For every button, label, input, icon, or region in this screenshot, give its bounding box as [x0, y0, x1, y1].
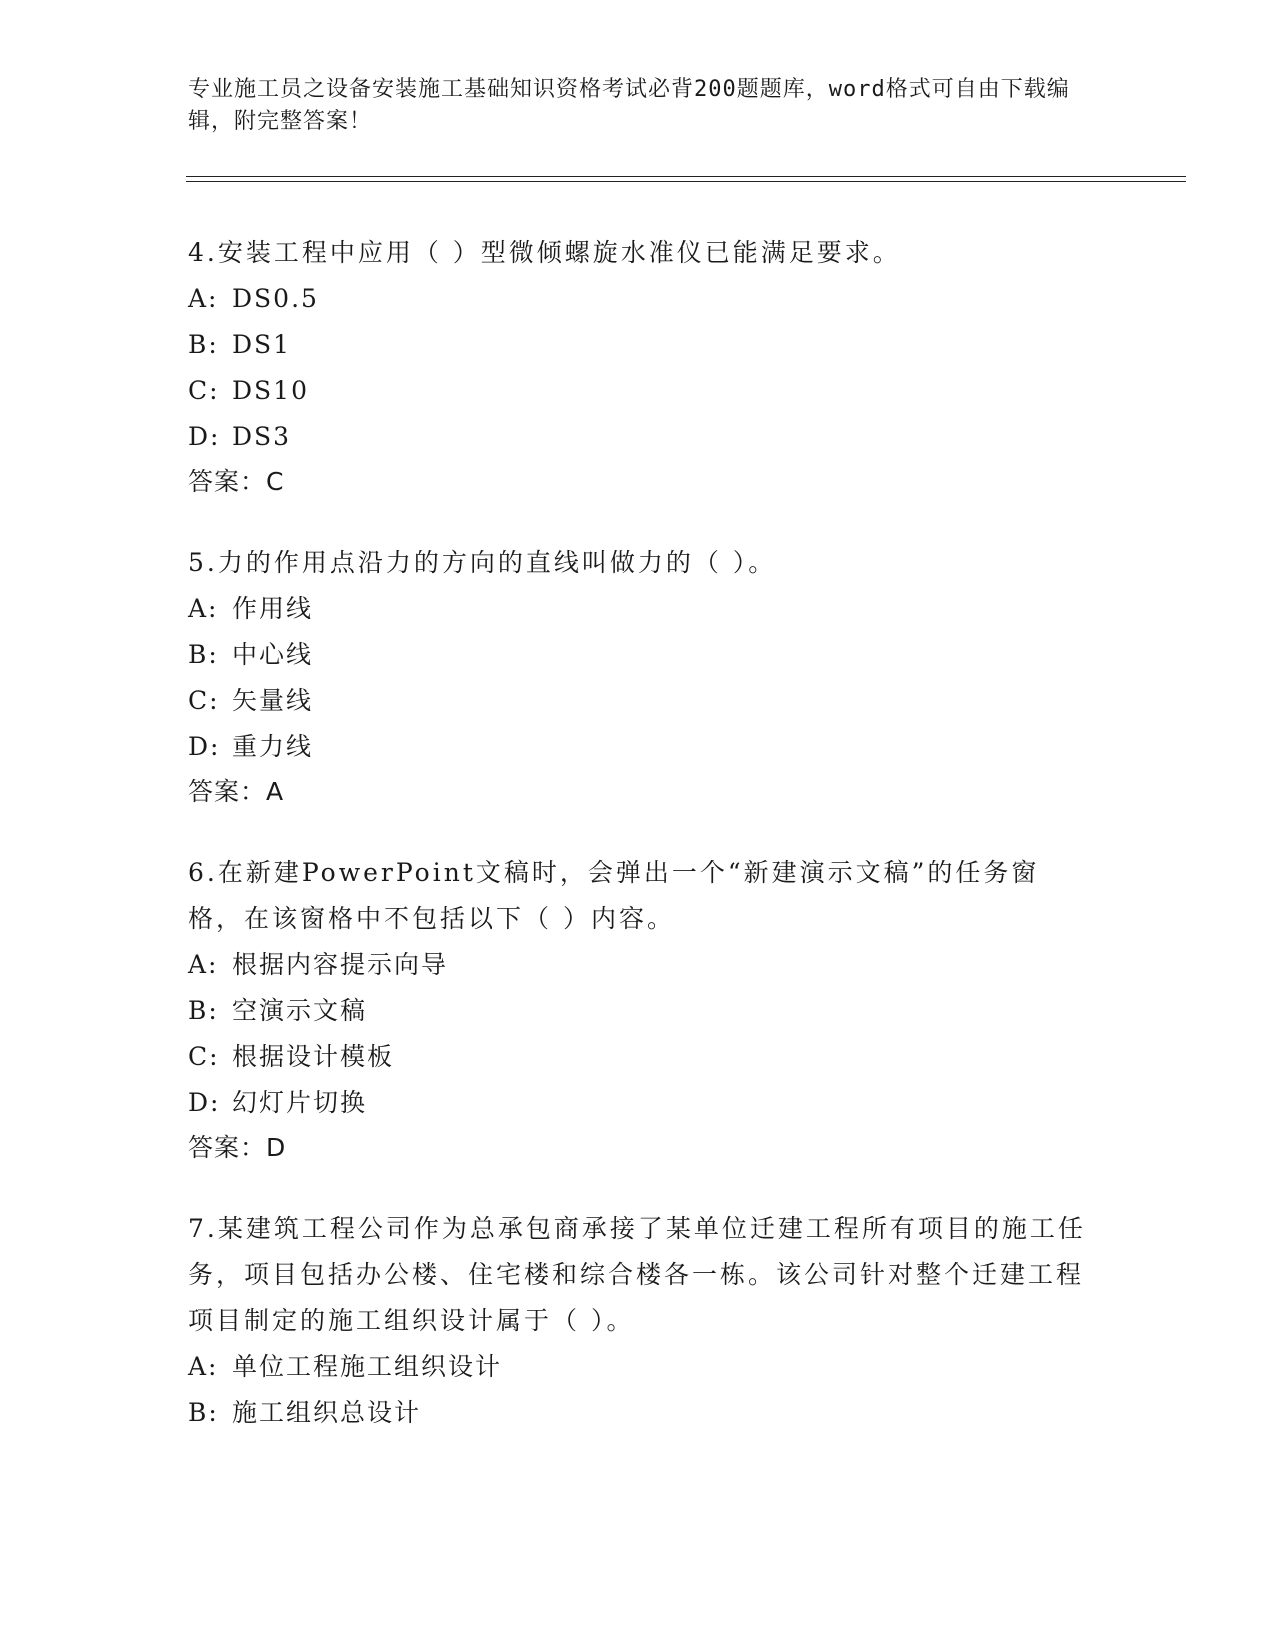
question-list — [188, 230, 1088, 1472]
question-number: 5. — [188, 548, 218, 577]
question-6 — [188, 850, 1088, 1170]
document-header — [188, 74, 1088, 138]
option-letter: B: — [188, 640, 219, 669]
question-number: 6. — [188, 858, 218, 887]
question-number: 4. — [188, 238, 218, 267]
option-text: 作用线 — [232, 594, 314, 623]
option-letter: A: — [188, 284, 219, 313]
question-body: 安装工程中应用（ ）型微倾螺旋水准仪已能满足要求。 — [217, 238, 901, 267]
header-divider-bottom — [186, 181, 1186, 182]
question-body: 在新建PowerPoint文稿时，会弹出一个“新建演示文稿”的任务窗格，在该窗格中不包括以下（ ）内容。 — [188, 858, 1040, 933]
question-7 — [188, 1206, 1088, 1436]
option-text: DS3 — [232, 422, 292, 451]
option-letter: B: — [188, 996, 219, 1025]
answer: 答案：D — [188, 1133, 287, 1162]
option-text: 根据设计模板 — [232, 1042, 395, 1071]
option-a — [188, 276, 1088, 322]
question-4 — [188, 230, 1088, 504]
option-text: DS10 — [232, 376, 309, 405]
header-divider-top — [186, 176, 1186, 177]
option-letter: D: — [188, 422, 221, 451]
option-letter: D: — [188, 1088, 221, 1117]
option-d — [188, 414, 1088, 460]
option-letter: C: — [188, 686, 220, 715]
option-a — [188, 942, 1088, 988]
option-c — [188, 678, 1088, 724]
question-text — [188, 1206, 1088, 1344]
option-b — [188, 632, 1088, 678]
option-text: 中心线 — [232, 640, 314, 669]
option-d — [188, 724, 1088, 770]
question-number: 7. — [188, 1214, 218, 1243]
option-c — [188, 1034, 1088, 1080]
question-5 — [188, 540, 1088, 814]
option-letter: A: — [188, 1352, 219, 1381]
option-letter: D: — [188, 732, 221, 761]
option-b — [188, 1390, 1088, 1436]
option-text: 幻灯片切换 — [232, 1088, 368, 1117]
option-c — [188, 368, 1088, 414]
option-a — [188, 1344, 1088, 1390]
option-text: 矢量线 — [232, 686, 314, 715]
option-b — [188, 322, 1088, 368]
answer: 答案：C — [188, 467, 285, 496]
question-text — [188, 540, 1088, 586]
option-text: 重力线 — [232, 732, 314, 761]
option-text: DS1 — [232, 330, 292, 359]
option-text: 根据内容提示向导 — [232, 950, 449, 979]
question-text — [188, 230, 1088, 276]
question-body: 力的作用点沿力的方向的直线叫做力的（ ）。 — [217, 548, 777, 577]
header-text: 专业施工员之设备安装施工基础知识资格考试必背200题题库，word格式可自由下载编辑，附完整答案！ — [188, 77, 1070, 134]
question-body: 某建筑工程公司作为总承包商承接了某单位迁建工程所有项目的施工任务，项目包括办公楼、住宅楼和综合楼各一栋。该公司针对整个迁建工程项目制定的施工组织设计属于（ ）。 — [188, 1214, 1086, 1335]
option-text: 施工组织总设计 — [232, 1398, 422, 1427]
option-b — [188, 988, 1088, 1034]
option-letter: C: — [188, 1042, 220, 1071]
option-text: 空演示文稿 — [232, 996, 368, 1025]
option-letter: B: — [188, 330, 219, 359]
option-letter: A: — [188, 950, 219, 979]
option-letter: C: — [188, 376, 220, 405]
option-d — [188, 1080, 1088, 1126]
option-text: 单位工程施工组织设计 — [232, 1352, 503, 1381]
option-letter: A: — [188, 594, 219, 623]
option-letter: B: — [188, 1398, 219, 1427]
option-text: DS0.5 — [232, 284, 319, 313]
question-text — [188, 850, 1088, 942]
option-a — [188, 586, 1088, 632]
answer: 答案：A — [188, 777, 285, 806]
